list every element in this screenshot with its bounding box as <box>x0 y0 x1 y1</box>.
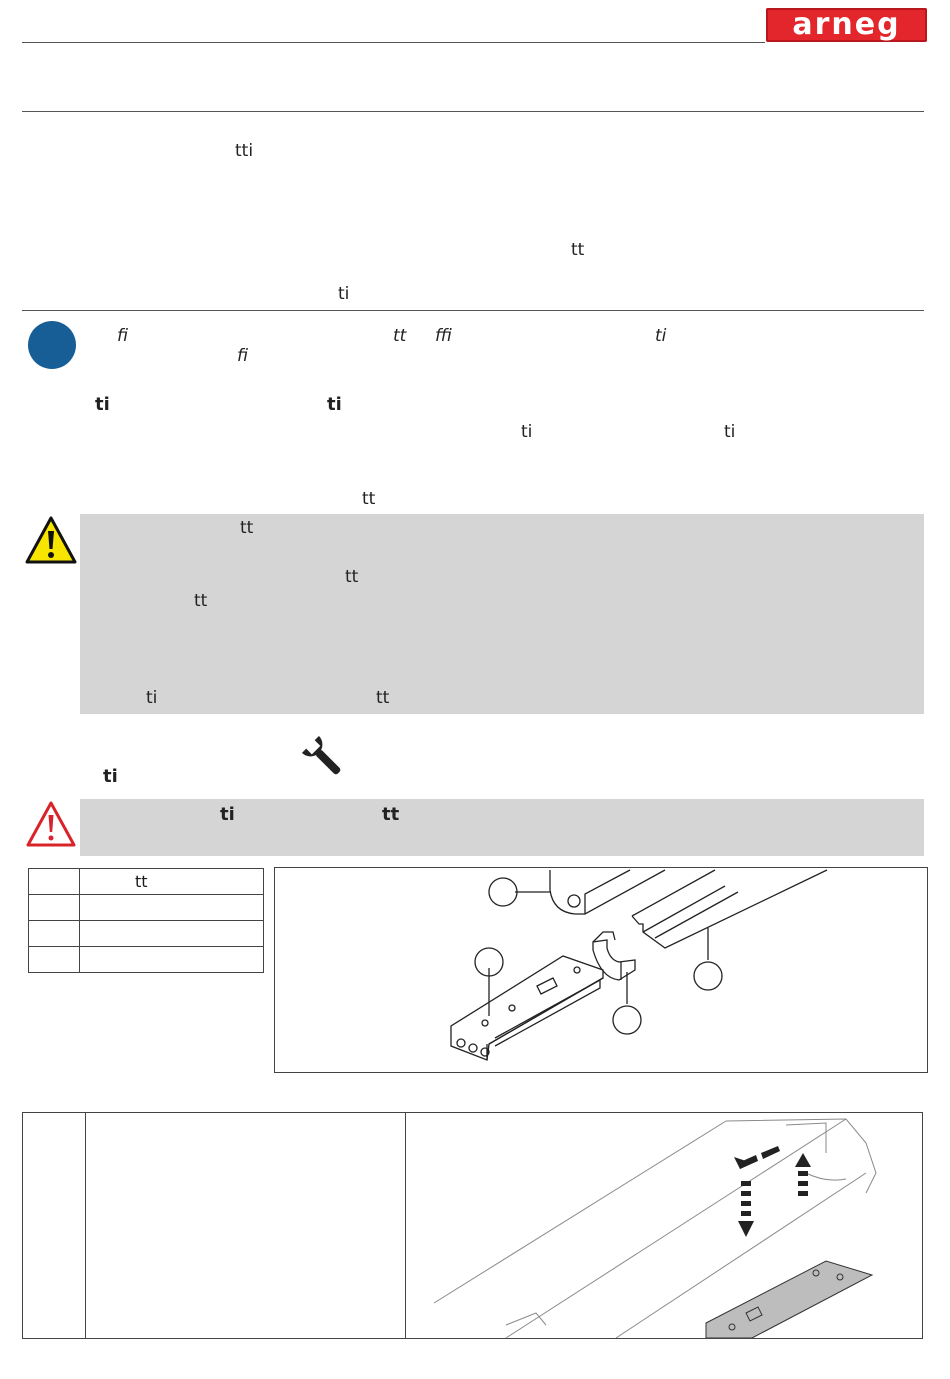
intro-text-3: ti <box>338 284 350 304</box>
warning-text-5: tt <box>376 688 390 708</box>
section1-text-1: ti <box>521 422 533 442</box>
callout-3 <box>613 1006 641 1034</box>
legend-num <box>29 895 80 921</box>
section1-heading-1: ti <box>95 394 110 415</box>
arneg-logo: arneg <box>766 8 927 42</box>
info-circle-icon <box>27 320 77 370</box>
legend-num <box>29 921 80 947</box>
parts-drawing <box>275 868 927 1072</box>
danger-triangle-icon <box>26 800 76 848</box>
warning-text-4: ti <box>146 688 158 708</box>
install-step-drawing <box>406 1113 922 1338</box>
legend-text <box>80 947 264 973</box>
info-text-5: fi <box>237 346 248 366</box>
legend-num <box>29 947 80 973</box>
callout-1 <box>489 878 517 906</box>
danger-text-1: ti <box>220 804 235 825</box>
header-rule <box>22 42 765 43</box>
warning-text-2: tt <box>345 567 359 587</box>
parts-figure <box>274 867 928 1073</box>
parts-legend-table <box>28 868 264 973</box>
warning-triangle-icon <box>25 515 77 565</box>
section1-heading-2: ti <box>327 394 342 415</box>
warning-text-3: tt <box>194 591 208 611</box>
section-rule-top <box>22 111 924 112</box>
intro-text-2: tt <box>571 240 585 260</box>
danger-text-2: tt <box>382 804 400 825</box>
danger-note-box <box>80 799 924 856</box>
warning-note-box <box>80 514 924 714</box>
legend-row <box>29 921 264 947</box>
info-text-1: fi <box>117 326 128 346</box>
info-text-4: ti <box>655 326 667 346</box>
section1-text-2: ti <box>724 422 736 442</box>
legend-row <box>29 947 264 973</box>
step-column-divider-1 <box>85 1113 86 1338</box>
info-text-3: ffi <box>435 326 452 346</box>
warning-text-1: tt <box>240 518 254 538</box>
legend-text <box>80 869 264 895</box>
legend-text-value: tt <box>135 872 148 891</box>
legend-text <box>80 921 264 947</box>
section2-heading: ti <box>103 766 118 787</box>
legend-text <box>80 895 264 921</box>
legend-num <box>29 869 80 895</box>
section-rule-info <box>22 310 924 311</box>
procedure-step-table <box>22 1112 923 1339</box>
wrench-icon <box>300 736 352 784</box>
info-text-2: tt <box>393 326 407 346</box>
legend-row <box>29 869 264 895</box>
legend-row <box>29 895 264 921</box>
intro-text-1: tti <box>235 141 254 161</box>
section1-text-3: tt <box>362 489 376 509</box>
callout-4 <box>694 962 722 990</box>
